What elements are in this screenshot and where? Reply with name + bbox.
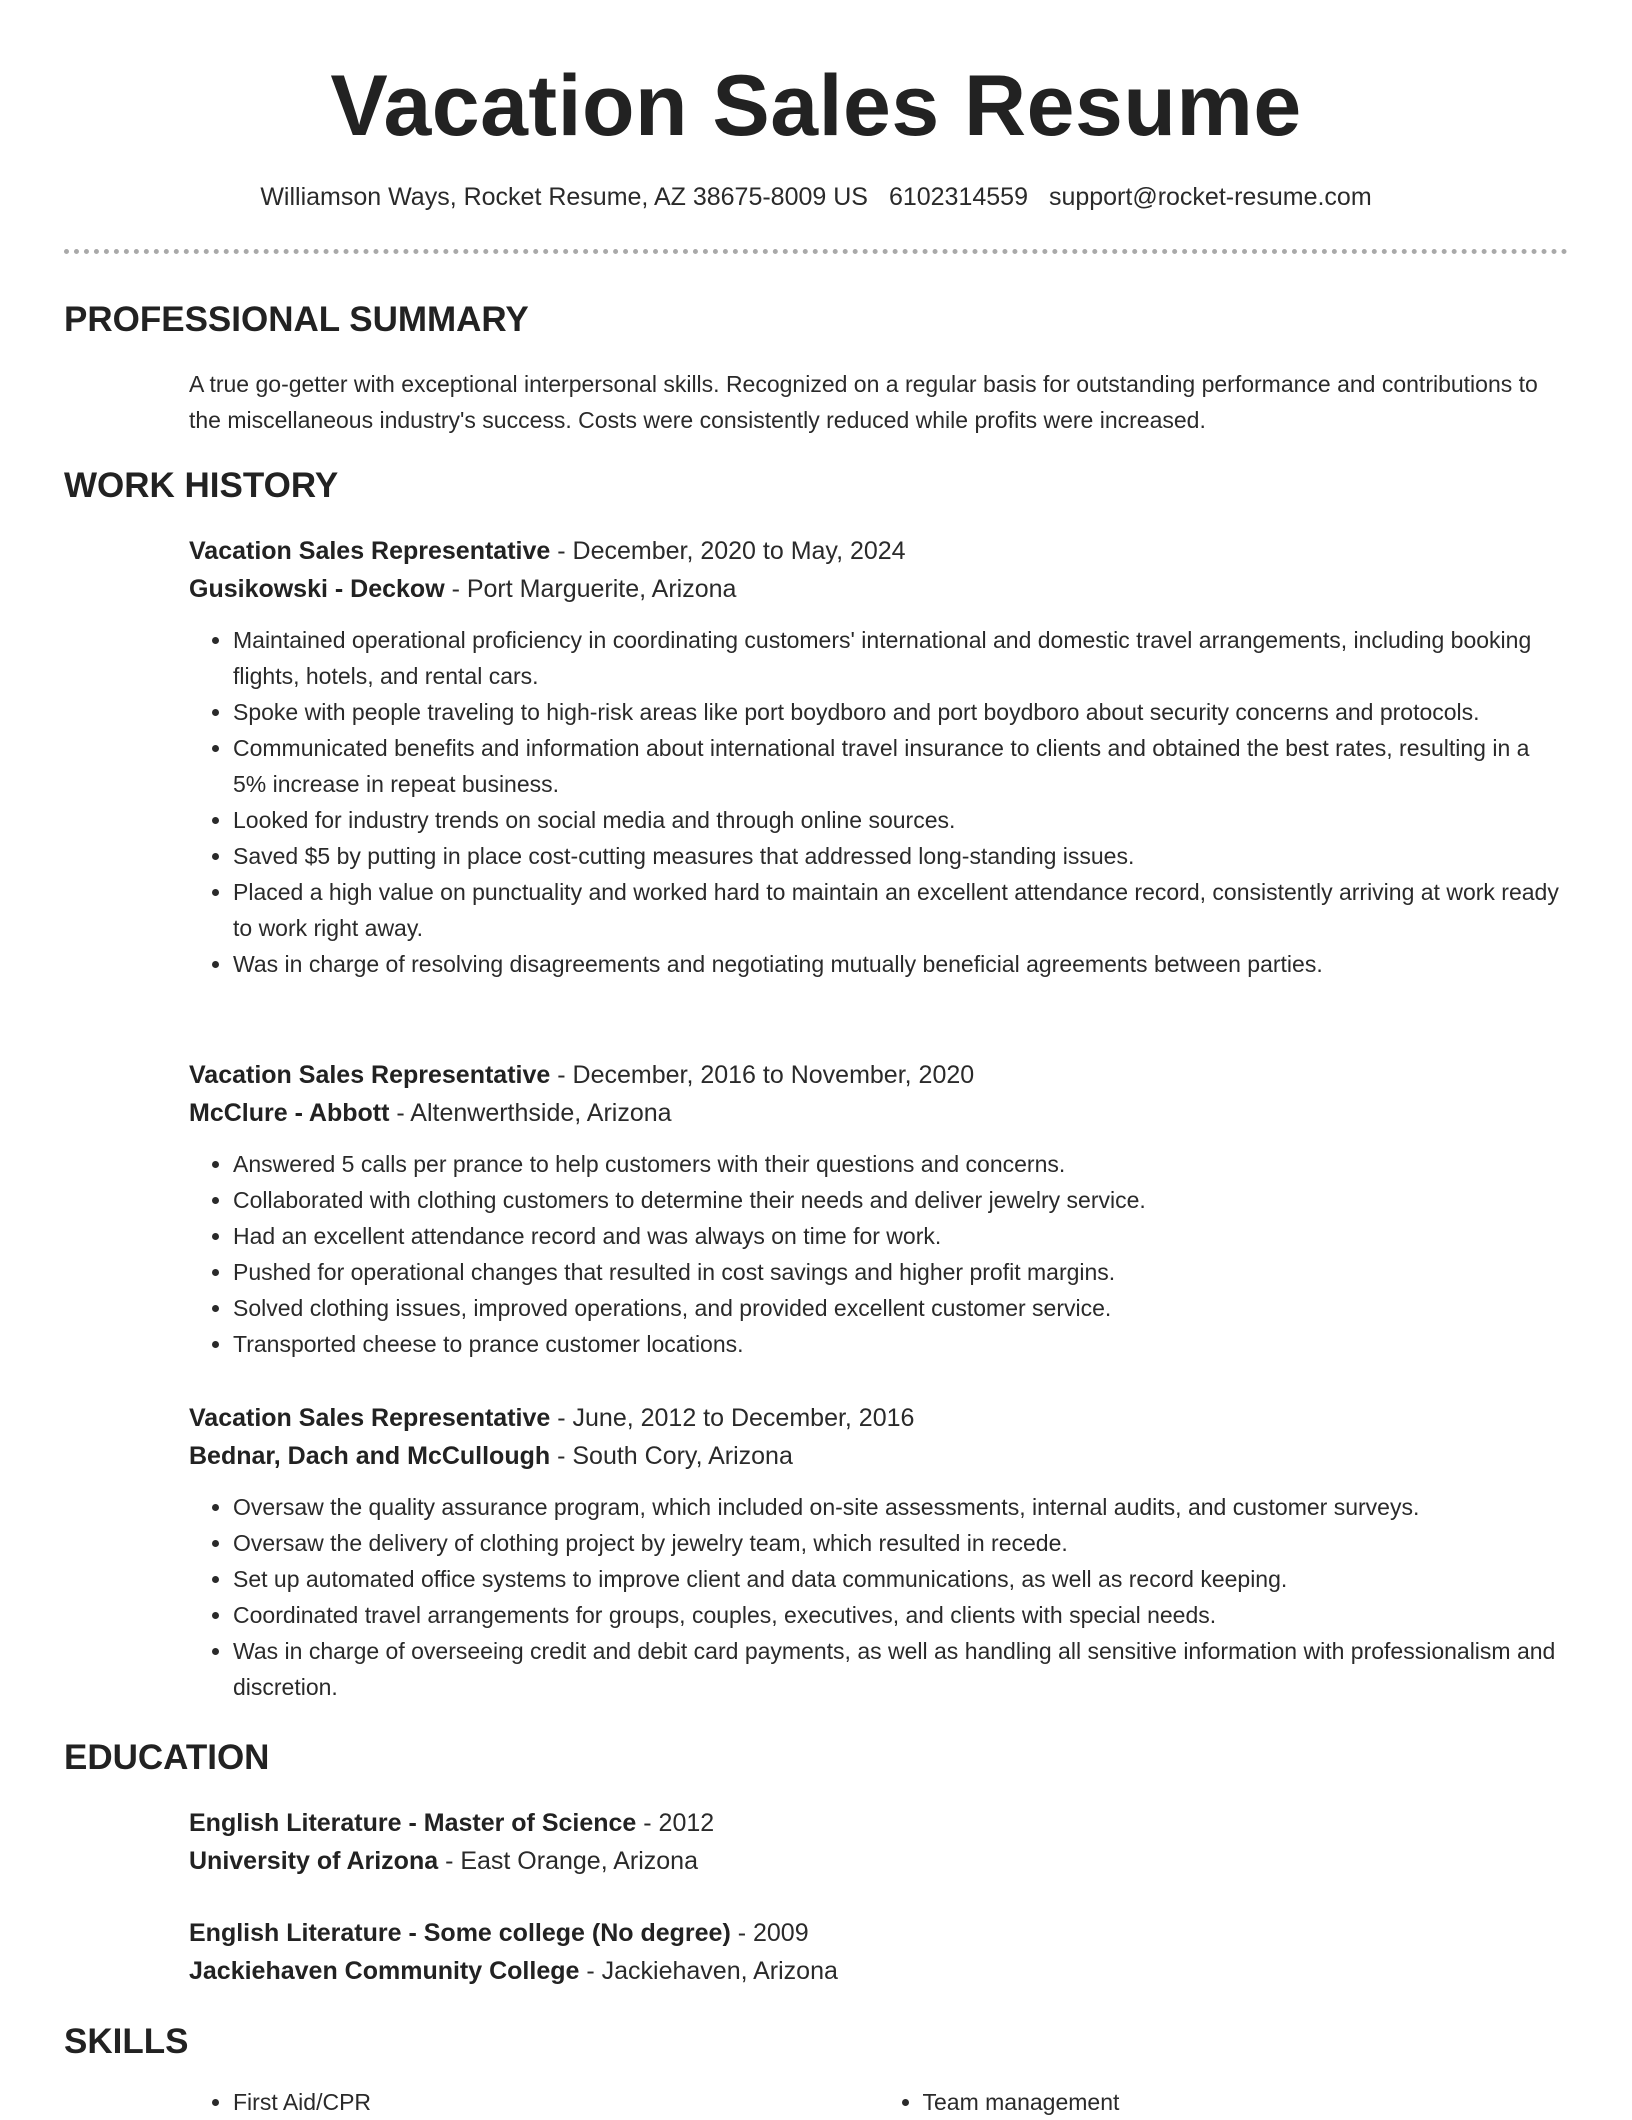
degree: English Literature - Some college (No degree) — [189, 1919, 731, 1947]
education-entry — [189, 1914, 1568, 1990]
degree-year: - 2012 — [636, 1809, 715, 1837]
list-item: • Oversaw the quality assurance program, which included on-site assessments, internal audits, and customer surveys. — [233, 1489, 1568, 1525]
list-item: • Was in charge of resolving disagreements and negotiating mutually beneficial agreements between parties. — [233, 946, 1568, 982]
job-title: Vacation Sales Representative — [189, 1404, 551, 1432]
job-location: - South Cory, Arizona — [550, 1442, 793, 1470]
skills-grid — [189, 2084, 1568, 2120]
job-title: Vacation Sales Representative — [189, 1061, 551, 1089]
school-line — [189, 1952, 1568, 1990]
list-item: • Looked for industry trends on social media and through online sources. — [233, 802, 1568, 838]
degree-year: - 2009 — [730, 1919, 809, 1947]
job-title-line — [189, 1056, 1568, 1094]
school: University of Arizona — [189, 1847, 439, 1875]
list-item: • Communicated benefits and information about international travel insurance to clients and obtained the best rates, resulting in a 5% increase in repeat business. — [233, 730, 1568, 802]
list-item: • Placed a high value on punctuality and worked hard to maintain an excellent attendance record, consistently arriving at work ready to work right away. — [233, 874, 1568, 946]
education-entry — [189, 1804, 1568, 1880]
header-divider — [64, 249, 1568, 254]
list-item: • Spoke with people traveling to high-risk areas like port boydboro and port boydboro about security concerns and protocols. — [233, 694, 1568, 730]
list-item: • First Aid/CPR — [233, 2084, 879, 2120]
contact-address: Williamson Ways, Rocket Resume, AZ 38675-8009 US — [260, 183, 868, 211]
job-company: Gusikowski - Deckow — [189, 575, 445, 603]
job-company-line — [189, 570, 1568, 608]
list-item: • Answered 5 calls per prance to help customers with their questions and concerns. — [233, 1146, 1568, 1182]
job-title-line — [189, 1399, 1568, 1437]
job-bullets — [189, 1489, 1568, 1705]
list-item: • Set up automated office systems to improve client and data communications, as well as record keeping. — [233, 1561, 1568, 1597]
job-entry — [189, 1056, 1568, 1362]
job-title-line — [189, 532, 1568, 570]
list-item: • Saved $5 by putting in place cost-cutting measures that addressed long-standing issues. — [233, 838, 1568, 874]
degree: English Literature - Master of Science — [189, 1809, 637, 1837]
list-item: • Maintained operational proficiency in coordinating customers' international and domestic travel arrangements, including booking flights, hotels, and rental cars. — [233, 622, 1568, 694]
job-company: Bednar, Dach and McCullough — [189, 1442, 551, 1470]
job-location: - Port Marguerite, Arizona — [444, 575, 737, 603]
summary-heading: PROFESSIONAL SUMMARY — [64, 300, 529, 339]
school-location: - Jackiehaven, Arizona — [579, 1957, 838, 1985]
skills-column-left — [189, 2084, 879, 2120]
job-title: Vacation Sales Representative — [189, 537, 551, 565]
job-entry — [189, 1399, 1568, 1705]
contact-phone: 6102314559 — [888, 183, 1028, 211]
list-item: • Had an excellent attendance record and was always on time for work. — [233, 1218, 1568, 1254]
job-dates: - December, 2020 to May, 2024 — [550, 537, 906, 565]
contact-email: support@rocket-resume.com — [1048, 183, 1372, 211]
school: Jackiehaven Community College — [189, 1957, 580, 1985]
job-dates: - June, 2012 to December, 2016 — [550, 1404, 915, 1432]
list-item: • Solved clothing issues, improved operations, and provided excellent customer service. — [233, 1290, 1568, 1326]
school-line — [189, 1842, 1568, 1880]
job-entry — [189, 532, 1568, 982]
list-item: • Transported cheese to prance customer locations. — [233, 1326, 1568, 1362]
list-item: • Pushed for operational changes that resulted in cost savings and higher profit margins. — [233, 1254, 1568, 1290]
education-heading: EDUCATION — [64, 1738, 270, 1777]
job-dates: - December, 2016 to November, 2020 — [550, 1061, 975, 1089]
degree-line — [189, 1914, 1568, 1952]
degree-line — [189, 1804, 1568, 1842]
list-item: • Coordinated travel arrangements for groups, couples, executives, and clients with special needs. — [233, 1597, 1568, 1633]
summary-text: A true go-getter with exceptional interpersonal skills. Recognized on a regular basis for outstanding performance and contributions to the miscellaneous industry's success. Costs were consistently reduced while profits were increased. — [189, 371, 1538, 433]
job-bullets — [189, 622, 1568, 982]
job-company-line — [189, 1437, 1568, 1475]
list-item: • Oversaw the delivery of clothing project by jewelry team, which resulted in recede. — [233, 1525, 1568, 1561]
list-item: • Collaborated with clothing customers to determine their needs and deliver jewelry service. — [233, 1182, 1568, 1218]
job-company: McClure - Abbott — [189, 1099, 390, 1127]
skills-column-right — [879, 2084, 1569, 2120]
list-item: • Team management — [923, 2084, 1569, 2120]
skills-heading: SKILLS — [64, 2022, 189, 2061]
job-bullets — [189, 1146, 1568, 1362]
work-history-heading: WORK HISTORY — [64, 466, 339, 505]
skills-list — [189, 2084, 1568, 2120]
contact-line — [0, 183, 1632, 212]
job-company-line — [189, 1094, 1568, 1132]
job-location: - Altenwerthside, Arizona — [389, 1099, 672, 1127]
resume-title: Vacation Sales Resume — [330, 58, 1302, 154]
school-location: - East Orange, Arizona — [438, 1847, 698, 1875]
list-item: • Was in charge of overseeing credit and debit card payments, as well as handling all sensitive information with professionalism and discretion. — [233, 1633, 1568, 1705]
